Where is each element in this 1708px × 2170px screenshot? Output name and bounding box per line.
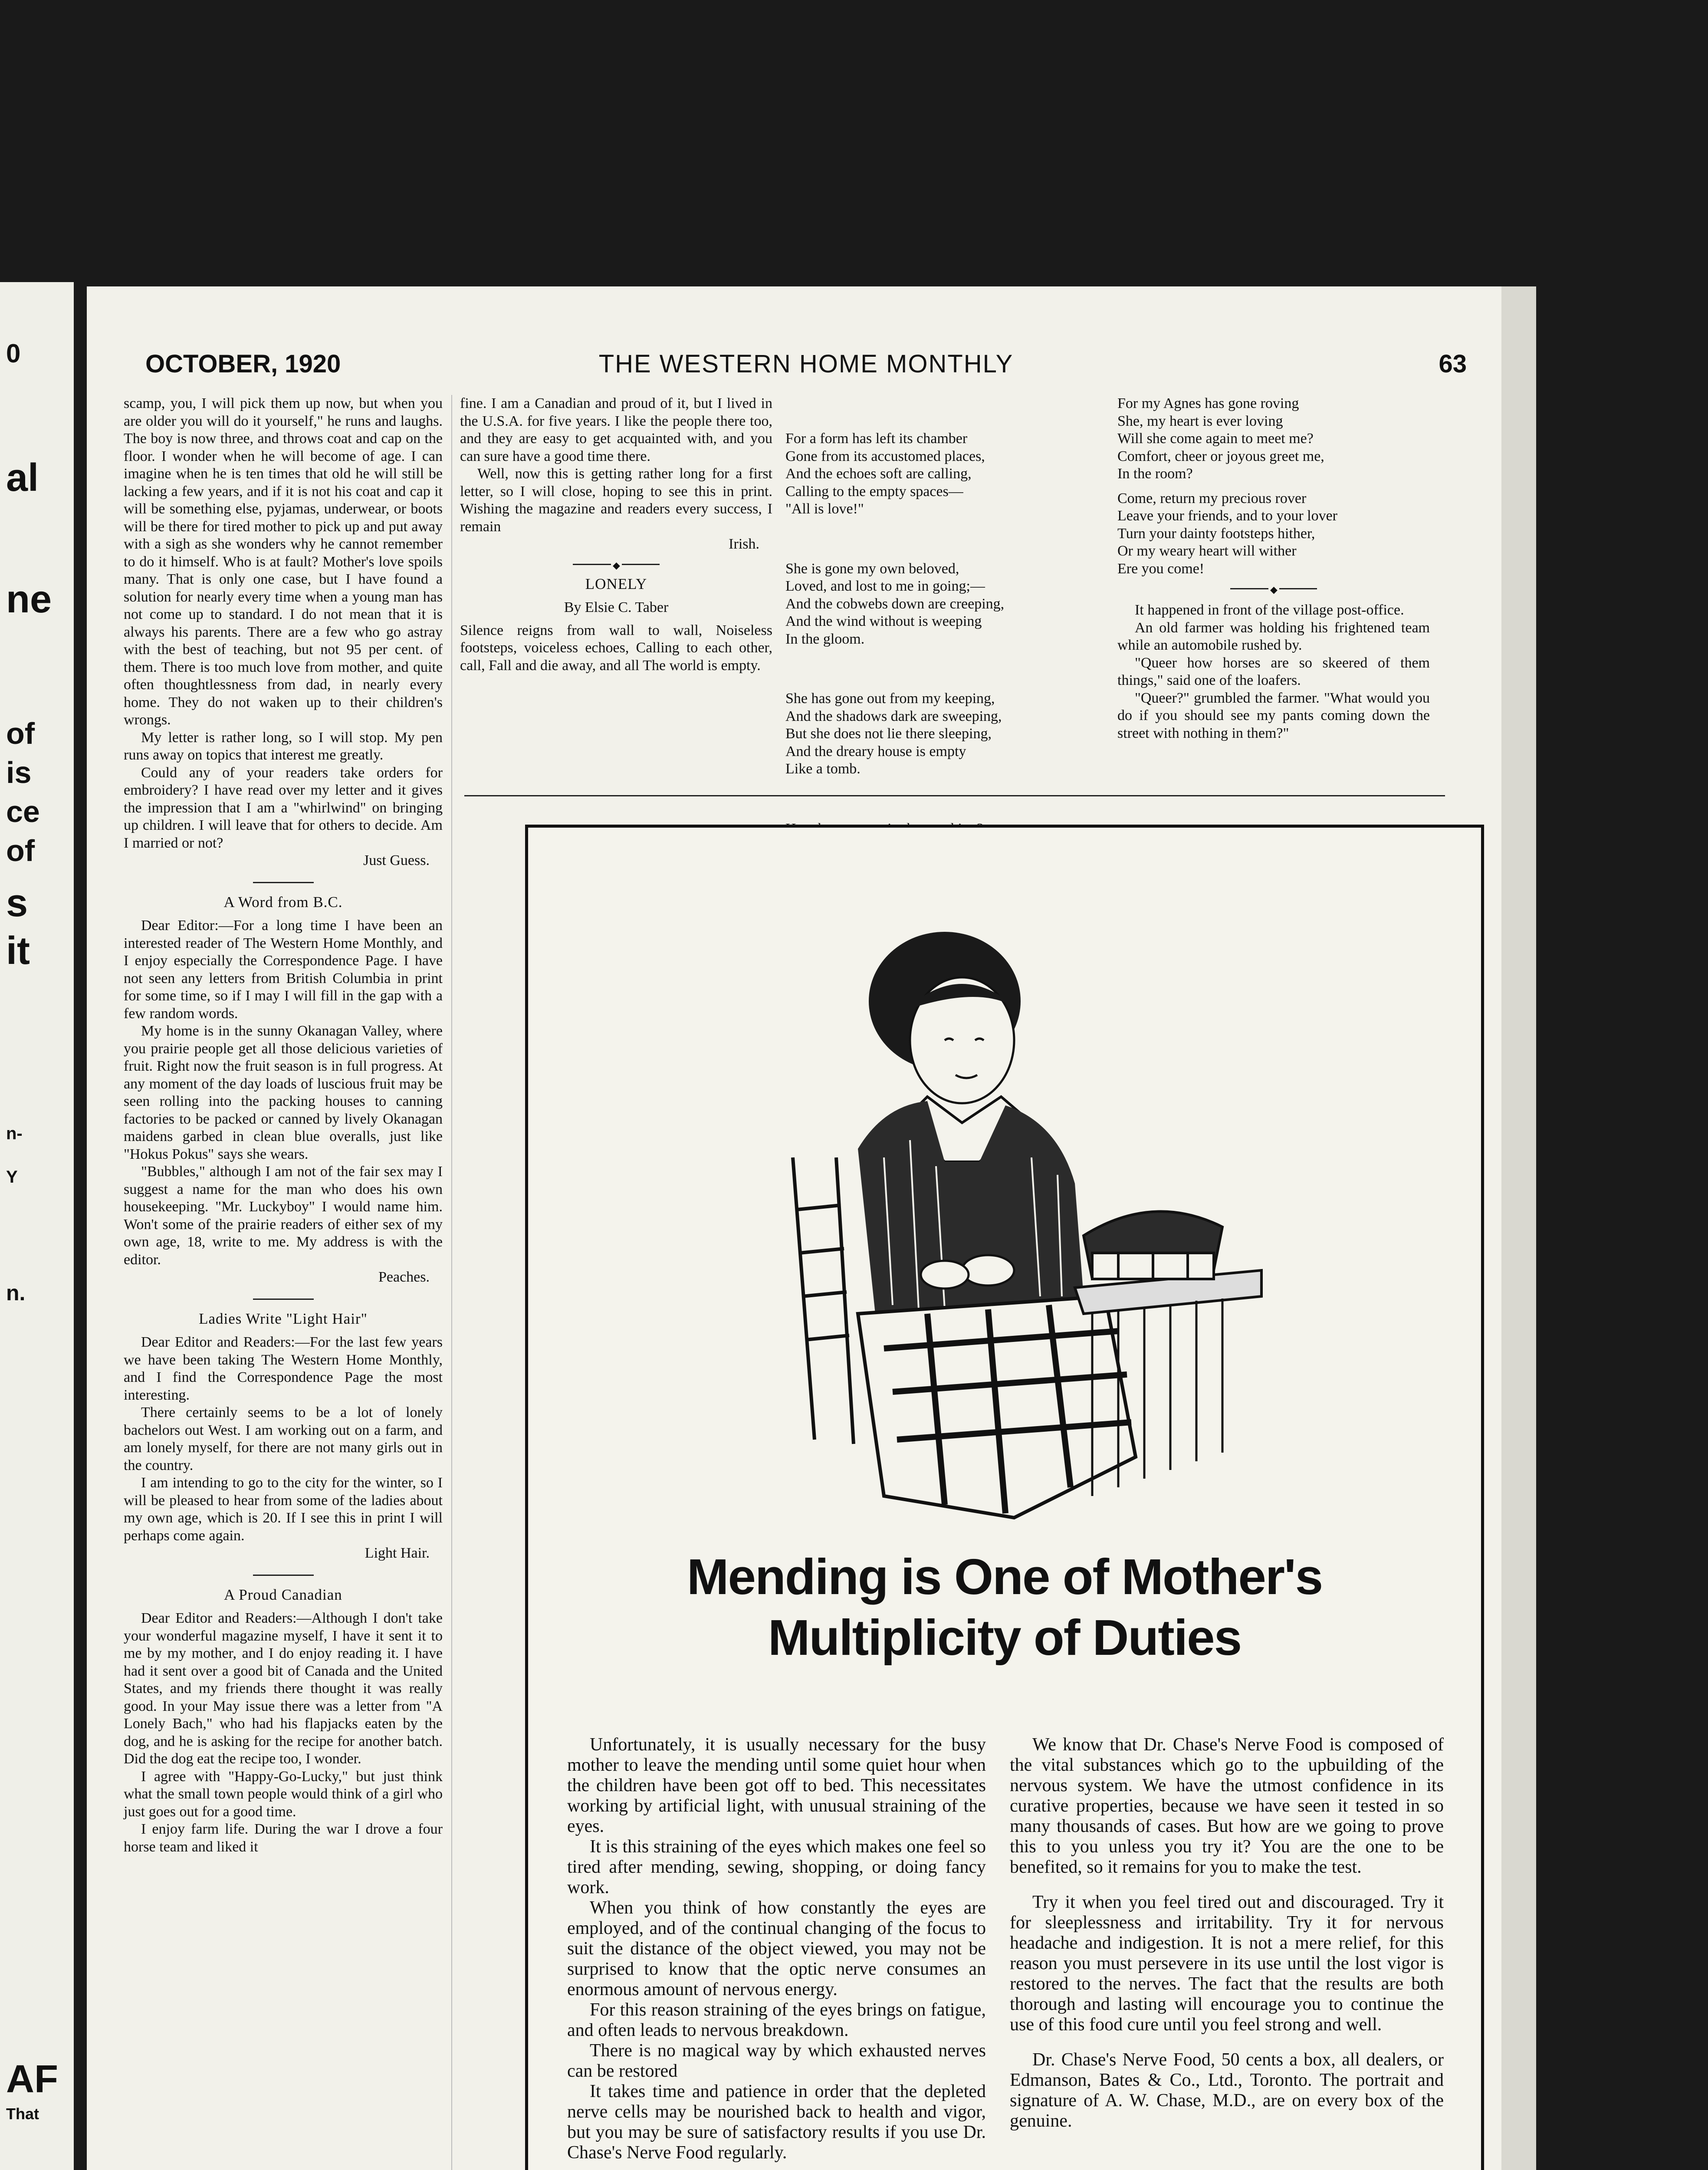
page-number: 63 <box>1439 350 1467 378</box>
letter-heading: A Word from B.C. <box>223 893 343 911</box>
poem-stanza: For a form has left its chamber Gone from its accustomed places, And the echoes soft are calling, Calling to the empty spaces— "All is love!" <box>785 431 985 517</box>
letter-paragraph: "Bubbles," although I am not of the fair sex may I suggest a name for the man who does his own housekeeping. "Mr. Luckyboy" I would name him. Won't some of the prairie readers of either sex of my own age, 18, write to me. My address is with the editor. <box>124 1164 443 1268</box>
letter-paragraph: Well, now this is getting rather long for a first letter, so I will close, hoping to see this in print. Wishing the magazine and readers every success, I remain <box>460 466 772 535</box>
ad-headline-line-2: Multiplicity of Duties <box>768 1609 1242 1666</box>
letter-signature: Peaches. <box>378 1269 430 1285</box>
prev-page-fragment: al <box>6 456 39 500</box>
divider <box>253 1575 314 1576</box>
poem-stanza: She is gone my own beloved, Loved, and lost to me in going;— And the cobwebs down are creeping, And the wind without is weeping In the gloom. <box>785 560 1005 647</box>
ornament-divider <box>1230 588 1317 589</box>
divider <box>253 1299 314 1300</box>
page-binding-strip <box>1501 286 1536 2170</box>
ad-paragraph: When you think of how constantly the eyes are employed, and of the continual changing of the focus to suit the distance of the object viewed, you may not be surprised to know that the optic nerve consumes an enormous amount of nervous energy. <box>567 1898 986 1999</box>
joke-paragraph: "Queer how horses are so skeered of them things," said one of the loafers. <box>1117 654 1430 688</box>
prev-page-fragment: ne <box>6 578 52 621</box>
previous-page-edge <box>0 282 74 2170</box>
ad-paragraph: There is no magical way by which exhausted nerves can be restored <box>567 2041 986 2081</box>
letter-paragraph: My letter is rather long, so I will stop. My pen runs away on topics that interest me greatly. <box>124 729 443 763</box>
magazine-page <box>87 286 1501 2170</box>
letter-signature: Irish. <box>729 536 759 552</box>
divider <box>253 882 314 883</box>
letter-paragraph: Could any of your readers take orders for embroidery? I have read over my letter and it gives the impression that I am a "whirlwind" on bringing up children. I will leave that for others to decide. Am I married or not? <box>124 764 443 851</box>
ad-paragraph: It takes time and patience in order that the depleted nerve cells may be nourished back to health and vigor, but you may be sure of satisfactory results if you use Dr. Chase's Nerve Food regularly. <box>567 2081 986 2163</box>
prev-page-fragment: is <box>6 756 32 789</box>
joke-paragraph: It happened in front of the village post-office. <box>1135 602 1404 618</box>
prev-page-fragment: 0 <box>6 339 21 368</box>
magazine-title: THE WESTERN HOME MONTHLY <box>598 350 1014 378</box>
section-rule <box>464 795 1445 796</box>
letter-paragraph: scamp, you, I will pick them up now, but when you are older you will do it yourself," he runs and laughs. The boy is now three, and throws coat and cap on the floor. I wonder when he will become of age. I can imagine when he is ten times that old he will still be lacking a few years, and if it is not his coat and cap it will be something else, pyjamas, underwear, or boots will be there for tired mother to pick up and put away with a sigh as she wonders why he cannot remember to do it himself. Who is at fault? Mother's love spoils many. That is only one case, but I have found a solution for nearly every time when a young man has not come up to standard. I do not mean that it is always his parents. There are a few who go astray with the best of teaching, but not 95 per cent. of them. There is too much love from mother, and quite often thoughtlessness from dad, in nearly every home. They do not waken up to their children's wrongs. <box>124 395 443 728</box>
letter-signature: Just Guess. <box>363 852 430 868</box>
poem-author: By Elsie C. Taber <box>564 599 669 615</box>
prev-page-fragment: n. <box>6 1281 26 1305</box>
ad-paragraph: For this reason straining of the eyes brings on fatigue, and often leads to nervous breakdown. <box>567 2000 986 2040</box>
letter-paragraph: Dear Editor and Readers:—For the last few years we have been taking The Western Home Monthly, and I find the Correspondence Page the most interesting. <box>124 1334 443 1403</box>
prev-page-fragment: s <box>6 881 28 925</box>
joke-paragraph: "Queer?" grumbled the farmer. "What would you do if you should see my pants coming down the street with nothing in them?" <box>1117 690 1430 741</box>
ad-headline-line-1: Mending is One of Mother's <box>686 1549 1323 1605</box>
letter-signature: Light Hair. <box>365 1545 430 1561</box>
ad-paragraph: Try it when you feel tired out and discouraged. Try it for sleeplessness and irritability. Try it for nervous headache and indigestion. It is not a mere relief, for this reason you must persevere in its use until the lost vigor is restored to the nerves. The fact that the results are both thorough and lasting will encourage you to continue the use of this food cure until you feel strong and well. <box>1010 1892 1444 2035</box>
ad-paragraph: It is this straining of the eyes which makes one feel so tired after mending, sewing, shopping, or doing fancy work. <box>567 1837 986 1897</box>
prev-page-fragment: ce <box>6 795 40 829</box>
column-rule <box>451 395 452 2170</box>
letter-paragraph: My home is in the sunny Okanagan Valley, where you prairie people get all those delicious varieties of fruit. Right now the fruit season is in full progress. At any moment of the day loads of luscious fruit may be seen rolling into the packing houses to canning factories to be packed or canned by lively Okanagan maidens garbed in clean blue overalls, just like "Hokus Pokus" says she wears. <box>124 1023 443 1162</box>
letter-paragraph: There certainly seems to be a lot of lonely bachelors out West. I am working out on a farm, and am lonely myself, for there are not many girls out in the country. <box>124 1404 443 1473</box>
advertisement-box <box>525 825 1484 2170</box>
page-header <box>145 349 1467 388</box>
letter-paragraph: I enjoy farm life. During the war I drove a four horse team and liked it <box>124 1821 443 1855</box>
letter-paragraph: Dear Editor:—For a long time I have been an interested reader of The Western Home Monthly, and I enjoy especially the Correspondence Page. I have not seen any letters from British Columbia in print for some time, so if I may I will fill in the gap with a few random words. <box>124 917 443 1022</box>
illustration-mother-mending <box>702 880 1266 1531</box>
prev-page-fragment: of <box>6 834 35 868</box>
prev-page-fragment: n- <box>6 1124 23 1143</box>
ad-paragraph: We know that Dr. Chase's Nerve Food is composed of the vital substances which go to the upbuilding of the nervous system. We have the utmost confidence in its curative properties, because we have seen it tested in so many thousands of cases. But how are we going to prove this to you unless you try it? You are the one to be benefited, so it remains for you to make the test. <box>1010 1735 1444 1877</box>
column-1 <box>124 395 443 1856</box>
ornament-divider <box>573 564 660 565</box>
prev-page-fragment: it <box>6 929 30 973</box>
column-4 <box>1117 395 1430 742</box>
joke-paragraph: An old farmer was holding his frightened team while an automobile rushed by. <box>1117 619 1430 653</box>
letter-heading: Ladies Write "Light Hair" <box>199 1310 368 1327</box>
ad-paragraph: Unfortunately, it is usually necessary for the busy mother to leave the mending until some quiet hour when the children have been got off to bed. This necessitates working by artificial light, with unusual straining of the eyes. <box>567 1735 986 1836</box>
letter-paragraph: I agree with "Happy-Go-Lucky," but just think what the small town people would think of a girl who just goes out for a good time. <box>124 1768 443 1820</box>
poem-title: LONELY <box>585 575 647 592</box>
letter-heading: A Proud Canadian <box>224 1586 342 1603</box>
poem-stanza: For my Agnes has gone roving She, my heart is ever loving Will she come again to meet me? Comfort, cheer or joyous greet me, In the room? <box>1117 395 1324 482</box>
poem-stanza: She has gone out from my keeping, And the shadows dark are sweeping, But she does not lie there sleeping, And the dreary house is empty Like a tomb. <box>785 690 1002 777</box>
issue-date: OCTOBER, 1920 <box>145 350 341 378</box>
prev-page-fragment: of <box>6 717 35 750</box>
ad-left-column <box>567 1735 986 2163</box>
ad-paragraph: Dr. Chase's Nerve Food, 50 cents a box, all dealers, or Edmanson, Bates & Co., Ltd., Toronto. The portrait and signature of A. W. Chase, M.D., are on every box of the genuine. <box>1010 2050 1444 2131</box>
poem-stanza: Come, return my precious rover Leave your friends, and to your lover Turn your dainty footsteps hither, Or my weary heart will wither Ere you come! <box>1117 490 1337 577</box>
prev-page-fragment: Y <box>6 1167 18 1187</box>
letter-paragraph: I am intending to go to the city for the winter, so I will be pleased to hear from some of the ladies about my own age, which is 20. If I see this in print I will perhaps come again. <box>124 1475 443 1544</box>
letter-paragraph: Dear Editor and Readers:—Although I don't take your wonderful magazine myself, I have it sent it to me by my mother, and I do enjoy reading it. I have had it sent over a good bit of Canada and the United States, and my friends there thought it was really good. In your May issue there was a letter from "A Lonely Bach," who had his flapjacks eaten by the dog, and he is asking for the recipe for another batch. Did the dog eat the recipe too, I wonder. <box>124 1610 443 1767</box>
poem-stanza: Silence reigns from wall to wall, Noiseless footsteps, voiceless echoes, Calling to each other, call, Fall and die away, and all The world is empty. <box>460 622 772 674</box>
prev-page-fragment: That <box>6 2105 39 2123</box>
letter-paragraph: fine. I am a Canadian and proud of it, but I lived in the U.S.A. for five years. I like the people there too, and they are easy to get acquainted with, and you can sure have a good time there. <box>460 395 772 464</box>
column-2 <box>460 395 772 674</box>
prev-page-fragment: AF <box>6 2058 58 2101</box>
ad-right-column <box>1010 1735 1444 2131</box>
